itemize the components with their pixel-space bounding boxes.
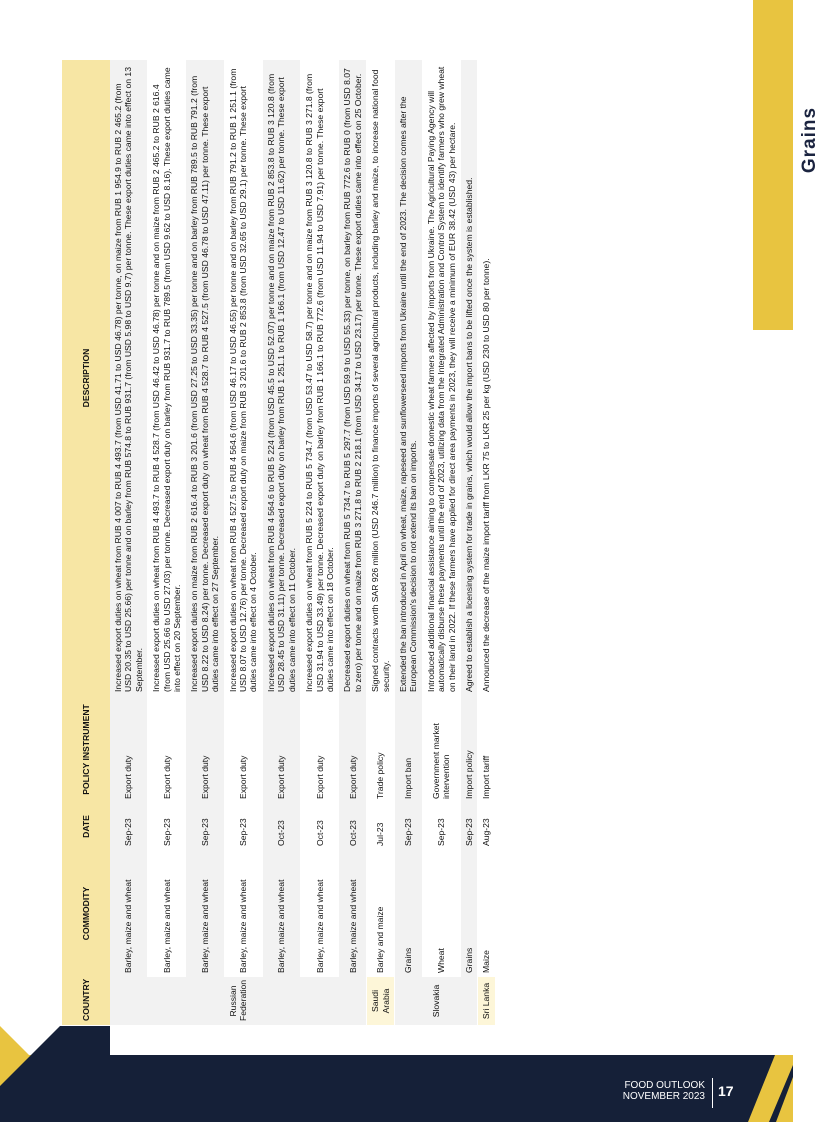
- section-tab-corner: [753, 290, 793, 330]
- cell-commodity: Barley, maize and wheat: [186, 850, 224, 977]
- cell-policy-instrument: Export duty: [110, 696, 148, 803]
- section-tab: [753, 0, 793, 330]
- cell-description: Increased export duties on maize from RUB 2 616.4 to RUB 3 201.6 (from USD 27.25 to USD 33.35) per tonne and on barley from RUB 789.5 to RUB 791.2 (from USD 8.22 to USD 8.24) per tonne. Decreased export duty on wheat from RUB 4 528.7 to RUB 4 527.5 (from USD 46.78 to USD 47.11) per tonne. These export duties came into effect on 27 September.: [186, 60, 224, 696]
- cell-date: Sep-23: [422, 803, 460, 850]
- cell-policy-instrument: Import policy: [460, 696, 477, 803]
- cell-date: Aug-23: [478, 803, 495, 850]
- cell-commodity: Barley and maize: [367, 850, 395, 977]
- header-commodity: COMMODITY: [62, 850, 110, 977]
- header-country: COUNTRY: [62, 977, 110, 1025]
- page-number: 17: [718, 1083, 734, 1099]
- header-date: DATE: [62, 803, 110, 850]
- cell-description: Introduced additional financial assistance aiming to compensate domestic wheat farmers affected by imports from Ukraine. The Agricultural Paying Agency will automatically disburse these payments until the end of 2023, utilizing data from the Integrated Administration and Control System to identify farmers who grew wheat on their land in 2022. If these farmers have applied for direct area payments in 2023, they will receive a minimum of EUR 38.42 (USD 43) per hectare.: [422, 60, 460, 696]
- cell-commodity: Barley, maize and wheat: [224, 850, 262, 977]
- cell-commodity: Barley, maize and wheat: [262, 850, 300, 977]
- policy-table: [62, 60, 496, 1025]
- cell-policy-instrument: Export duty: [262, 696, 300, 803]
- cell-description: Increased export duties on wheat from RUB 4 007 to RUB 4 493.7 (from USD 41.71 to USD 46.78) per tonne, on maize from RUB 1 954.9 to RUB 2 465.2 (from USD 20.35 to USD 25.66) per tonne and on barley from RUB 574.8 to RUB 931.7 (from USD 5.98 to USD 9.7) per tonne. These export duties came into effect on 13 September.: [110, 60, 148, 696]
- cell-policy-instrument: Export duty: [224, 696, 262, 803]
- cell-date: Oct-23: [262, 803, 300, 850]
- cell-description: Increased export duties on wheat from RUB 4 493.7 to RUB 4 528.7 (from USD 46.42 to USD 46.78) per tonne and on maize from RUB 2 465.2 to RUB 2 616.4 (from USD 25.66 to USD 27.03) per tonne. Decreased export duty on barley from RUB 931.7 to RUB 789.5 (from USD 9.62 to USD 8.16). These export duties came into effect on 20 September.: [148, 60, 186, 696]
- cell-date: Oct-23: [339, 803, 367, 850]
- cell-date: Sep-23: [394, 803, 422, 850]
- section-tab-label: Grains: [799, 106, 820, 174]
- cell-date: Sep-23: [460, 803, 477, 850]
- cell-policy-instrument: Export duty: [301, 696, 339, 803]
- cell-commodity: Barley, maize and wheat: [110, 850, 148, 977]
- table-row: [262, 60, 300, 1025]
- policy-table-container: [62, 60, 697, 1025]
- footer-line2: NOVEMBER 2023: [622, 1091, 705, 1102]
- table-row: [339, 60, 367, 1025]
- table-row: [224, 60, 262, 1025]
- table-row: [110, 60, 148, 1025]
- cell-date: Sep-23: [186, 803, 224, 850]
- cell-policy-instrument: Export duty: [186, 696, 224, 803]
- table-body: [110, 60, 495, 1025]
- table-row: [422, 60, 460, 1025]
- cell-description: Decreased export duties on wheat from RUB 5 734.7 to RUB 5 297.7 (from USD 59.9 to USD 55.33) per tonne, on barley from RUB 772.6 to RUB 0 (from USD 8.07 to zero) per tonne and on maize from RUB 3 271.8 to RUB 2 218.1 (from USD 34.17 to USD 23.17) per tonne. These export duties came into effect on 25 October.: [339, 60, 367, 696]
- table-row: [367, 60, 395, 1025]
- header-policy-instrument: POLICY INSTRUMENT: [62, 696, 110, 803]
- cell-commodity: Barley, maize and wheat: [148, 850, 186, 977]
- table-row: [394, 60, 422, 1025]
- cell-date: Jul-23: [367, 803, 395, 850]
- cell-country: Sri Lanka: [478, 977, 495, 1025]
- table-header-row: [62, 60, 110, 1025]
- cell-description: Announced the decrease of the maize import tariff from LKR 75 to LKR 25 per kg (USD 230 to USD 80 per tonne).: [478, 60, 495, 696]
- cell-description: Increased export duties on wheat from RUB 5 224 to RUB 5 734.7 (from USD 53.47 to USD 58.7) per tonne and on maize from RUB 3 120.8 to RUB 3 271.8 (from USD 31.94 to USD 33.49) per tonne. Decreased export duty on barley from RUB 1 166.1 to RUB 772.6 (from USD 11.94 to USD 7.91) per tonne. These export duties came into effect on 18 October.: [301, 60, 339, 696]
- cell-description: Increased export duties on wheat from RUB 4 564.6 to RUB 5 224 (from USD 45.5 to USD 52.07) per tonne and on maize from RUB 2 853.8 to RUB 3 120.8 (from USD 28.45 to USD 31.11) per tonne. Decreased export duty on barley from RUB 1 251.1 to RUB 1 166.1 (from USD 12.47 to USD 11.62) per tonne. These export duties came into effect on 11 October.: [262, 60, 300, 696]
- cell-date: Oct-23: [301, 803, 339, 850]
- cell-date: Sep-23: [148, 803, 186, 850]
- cell-commodity: Wheat: [422, 850, 460, 977]
- footer-left-shape: [0, 1026, 110, 1122]
- cell-date: Sep-23: [110, 803, 148, 850]
- cell-description: Extended the ban introduced in April on wheat, maize, rapeseed and sunflowerseed imports from Ukraine until the end of 2023. The decision comes after the European Commission's decision to not extend its ban on imports.: [394, 60, 422, 696]
- cell-description: Increased export duties on wheat from RUB 4 527.5 to RUB 4 564.6 (from USD 46.17 to USD 46.55) per tonne and on barley from RUB 791.2 to RUB 1 251.1 (from USD 8.07 to USD 12.76) per tonne. Decreased export duty on maize from RUB 3 201.6 to RUB 2 853.8 (from USD 32.65 to USD 29.1) per tonne. These export duties came into effect on 4 October.: [224, 60, 262, 696]
- table-row: [186, 60, 224, 1025]
- table-row: [301, 60, 339, 1025]
- cell-country: Saudi Arabia: [367, 977, 395, 1025]
- cell-commodity: Barley, maize and wheat: [301, 850, 339, 977]
- cell-commodity: Grains: [460, 850, 477, 977]
- cell-policy-instrument: Trade policy: [367, 696, 395, 803]
- cell-commodity: Barley, maize and wheat: [339, 850, 367, 977]
- footer-publication: [623, 1080, 705, 1102]
- cell-country: Russian Federation: [110, 977, 367, 1025]
- table-row: [460, 60, 477, 1025]
- cell-description: Signed contracts worth SAR 926 million (USD 246.7 million) to finance imports of several agricultural products, including barley and maize, to increase national food security.: [367, 60, 395, 696]
- cell-commodity: Maize: [478, 850, 495, 977]
- cell-policy-instrument: Export duty: [339, 696, 367, 803]
- header-description: DESCRIPTION: [62, 60, 110, 696]
- footer-divider: [712, 1078, 713, 1108]
- cell-policy-instrument: Import ban: [394, 696, 422, 803]
- table-row: [478, 60, 495, 1025]
- cell-policy-instrument: Export duty: [148, 696, 186, 803]
- cell-country: Slovakia: [394, 977, 477, 1025]
- cell-commodity: Grains: [394, 850, 422, 977]
- cell-description: Agreed to establish a licensing system for trade in grains, which would allow the import bans to be lifted once the system is established.: [460, 60, 477, 696]
- cell-policy-instrument: Government market intervention: [422, 696, 460, 803]
- cell-policy-instrument: Import tariff: [478, 696, 495, 803]
- table-row: [148, 60, 186, 1025]
- footer-line1: FOOD OUTLOOK: [624, 1080, 705, 1091]
- cell-date: Sep-23: [224, 803, 262, 850]
